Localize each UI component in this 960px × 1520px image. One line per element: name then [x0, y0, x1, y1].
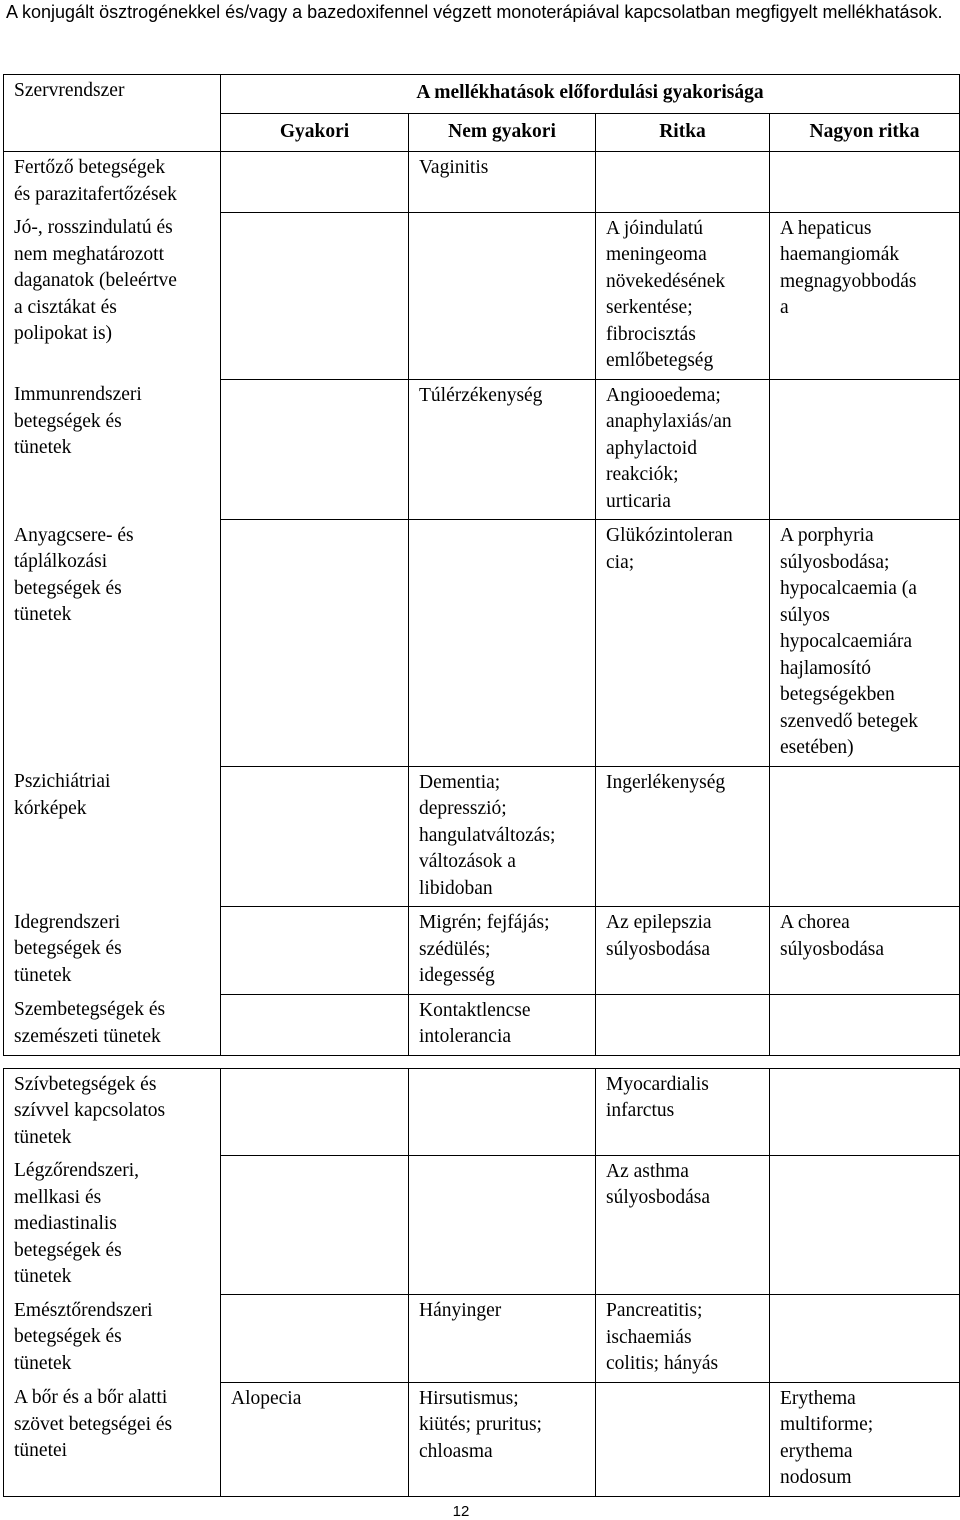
ritka-cell [596, 1382, 770, 1496]
gyakori-cell [221, 379, 409, 520]
table-row [4, 520, 960, 767]
nem-gyakori-cell: Migrén; fejfájás; szédülés; idegesség [409, 907, 596, 995]
organ-system-cell: Fertőző betegségek és parazitafertőzések [4, 152, 221, 213]
table-row [4, 379, 960, 520]
gyakori-cell [221, 520, 409, 767]
table-row [4, 1295, 960, 1383]
table-row [4, 766, 960, 907]
ritka-cell: A jóindulatú meningeoma növekedésének serkentése; fibrocisztás emlőbetegség [596, 212, 770, 379]
column-header-nem-gyakori: Nem gyakori [409, 113, 596, 152]
nagyon-ritka-cell [770, 766, 960, 907]
column-header-ritka: Ritka [596, 113, 770, 152]
gyakori-cell [221, 994, 409, 1055]
organ-system-cell: Immunrendszeri betegségek és tünetek [4, 379, 221, 520]
nem-gyakori-cell: Kontaktlencse intolerancia [409, 994, 596, 1055]
intro-text: A konjugált ösztrogénekkel és/vagy a bazedoxifennel végzett monoterápiával kapcsolatban megfigyelt mellékhatások. [6, 2, 943, 22]
gyakori-cell [221, 212, 409, 379]
table-page-gap [4, 1055, 960, 1068]
table-row [4, 212, 960, 379]
nem-gyakori-cell [409, 212, 596, 379]
ritka-cell: Az epilepszia súlyosbodása [596, 907, 770, 995]
table-row [4, 994, 960, 1055]
organ-system-cell: A bőr és a bőr alatti szövet betegségei és tünetei [4, 1382, 221, 1496]
table-row [4, 1155, 960, 1295]
nem-gyakori-cell: Túlérzékenység [409, 379, 596, 520]
nagyon-ritka-cell [770, 1155, 960, 1295]
table-row [4, 1382, 960, 1496]
organ-system-cell: Jó-, rosszindulatú és nem meghatározott daganatok (beleértve a cisztákat és polipokat is) [4, 212, 221, 379]
gyakori-cell [221, 907, 409, 995]
table-row [4, 907, 960, 995]
ritka-cell: Pancreatitis; ischaemiás colitis; hányás [596, 1295, 770, 1383]
organ-system-cell: Anyagcsere- és táplálkozási betegségek és tünetek [4, 520, 221, 767]
organ-system-cell: Légzőrendszeri, mellkasi és mediastinalis betegségek és tünetek [4, 1155, 221, 1295]
ritka-cell: Myocardialis infarctus [596, 1068, 770, 1155]
nagyon-ritka-cell [770, 152, 960, 213]
nagyon-ritka-cell: A chorea súlyosbodása [770, 907, 960, 995]
side-effects-table [3, 74, 960, 1497]
nem-gyakori-cell [409, 520, 596, 767]
nem-gyakori-cell [409, 1155, 596, 1295]
organ-system-header: Szervrendszer [4, 75, 221, 152]
ritka-cell: Glükózintoleran cia; [596, 520, 770, 767]
nem-gyakori-cell: Vaginitis [409, 152, 596, 213]
ritka-cell: Az asthma súlyosbodása [596, 1155, 770, 1295]
frequency-header: A mellékhatások előfordulási gyakorisága [221, 75, 960, 114]
gyakori-cell: Alopecia [221, 1382, 409, 1496]
ritka-cell [596, 994, 770, 1055]
organ-system-cell: Szembetegségek és szemészeti tünetek [4, 994, 221, 1055]
header-row-1 [4, 75, 960, 114]
ritka-cell: Angiooedema; anaphylaxiás/an aphylactoid reakciók; urticaria [596, 379, 770, 520]
page-number: 12 [452, 1503, 470, 1520]
gyakori-cell [221, 152, 409, 213]
organ-system-cell: Pszichiátriai kórképek [4, 766, 221, 907]
gyakori-cell [221, 1295, 409, 1383]
column-header-gyakori: Gyakori [221, 113, 409, 152]
gyakori-cell [221, 1155, 409, 1295]
column-header-nagyon-ritka: Nagyon ritka [770, 113, 960, 152]
organ-system-cell: Idegrendszeri betegségek és tünetek [4, 907, 221, 995]
nagyon-ritka-cell: A hepaticus haemangiomák megnagyobbodás a [770, 212, 960, 379]
nagyon-ritka-cell [770, 994, 960, 1055]
gyakori-cell [221, 766, 409, 907]
nem-gyakori-cell [409, 1068, 596, 1155]
ritka-cell: Ingerlékenység [596, 766, 770, 907]
nagyon-ritka-cell: A porphyria súlyosbodása; hypocalcaemia (a súlyos hypocalcaemiára hajlamosító betegségekben szenvedő betegek esetében) [770, 520, 960, 767]
gyakori-cell [221, 1068, 409, 1155]
nem-gyakori-cell: Hirsutismus; kiütés; pruritus; chloasma [409, 1382, 596, 1496]
table-page-gap-cell [4, 1055, 960, 1068]
organ-system-cell: Emésztőrendszeri betegségek és tünetek [4, 1295, 221, 1383]
nagyon-ritka-cell: Erythema multiforme; erythema nodosum [770, 1382, 960, 1496]
table-row [4, 152, 960, 213]
table-row [4, 1068, 960, 1155]
ritka-cell [596, 152, 770, 213]
nagyon-ritka-cell [770, 1295, 960, 1383]
nem-gyakori-cell: Hányinger [409, 1295, 596, 1383]
nem-gyakori-cell: Dementia; depresszió; hangulatváltozás; változások a libidoban [409, 766, 596, 907]
organ-system-cell: Szívbetegségek és szívvel kapcsolatos tünetek [4, 1068, 221, 1155]
nagyon-ritka-cell [770, 1068, 960, 1155]
nagyon-ritka-cell [770, 379, 960, 520]
